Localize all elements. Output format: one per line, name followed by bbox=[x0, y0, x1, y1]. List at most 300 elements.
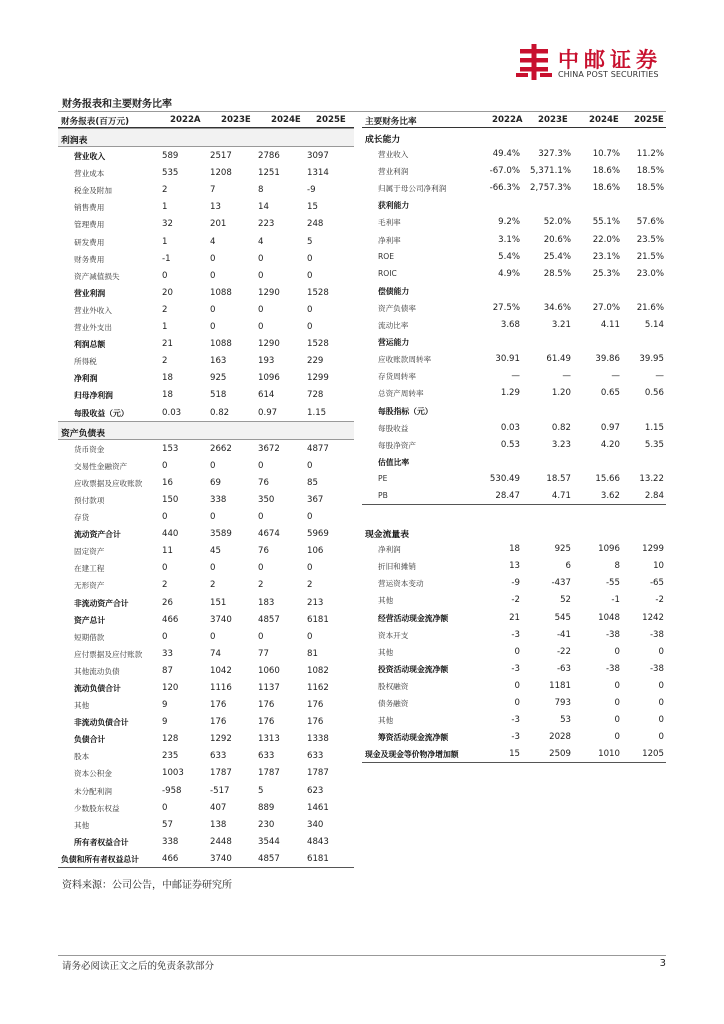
cell-value: 20.6% bbox=[543, 234, 571, 245]
table-row bbox=[58, 147, 354, 164]
cell-value: 9 bbox=[162, 700, 168, 711]
cell-value: 21 bbox=[509, 612, 520, 623]
cell-value: 0 bbox=[514, 680, 520, 691]
row-label: 其他 bbox=[378, 716, 394, 726]
cell-value: 0 bbox=[514, 698, 520, 708]
cell-value: -2 bbox=[511, 595, 520, 606]
cell-value: 1.29 bbox=[500, 388, 520, 399]
cell-value: 0 bbox=[307, 631, 313, 642]
cell-value: 0 bbox=[614, 646, 620, 657]
table-row bbox=[362, 677, 666, 694]
cell-value: 2509 bbox=[549, 749, 571, 760]
cell-value: 0 bbox=[614, 698, 620, 708]
header-title: 主要财务比率 bbox=[365, 117, 417, 127]
row-label: 预付款项 bbox=[74, 495, 105, 505]
cell-value: 128 bbox=[162, 734, 179, 745]
cell-value: 176 bbox=[307, 717, 324, 728]
row-label: 其他 bbox=[74, 820, 90, 830]
row-label: 其他 bbox=[378, 647, 394, 657]
table-row bbox=[362, 711, 666, 728]
row-label: 所得税 bbox=[74, 357, 97, 367]
table-row bbox=[362, 694, 666, 711]
row-label: 固定资产 bbox=[74, 547, 105, 557]
cell-value: 5 bbox=[258, 785, 264, 796]
table-header bbox=[58, 113, 354, 128]
cell-value: 1251 bbox=[258, 168, 280, 179]
table-row bbox=[362, 728, 666, 745]
cell-value: 1.20 bbox=[551, 388, 571, 399]
cell-value: 33 bbox=[162, 648, 173, 659]
table-row bbox=[58, 301, 354, 318]
cell-value: 193 bbox=[258, 356, 275, 367]
cell-value: 18 bbox=[509, 544, 520, 555]
cell-value: 0 bbox=[307, 322, 313, 333]
row-label: 股权融资 bbox=[378, 681, 409, 691]
row-label: 资产总计 bbox=[74, 615, 106, 625]
cell-value: 10 bbox=[653, 561, 664, 572]
cell-value: 7 bbox=[210, 185, 216, 196]
row-label: 应付票据及应付账款 bbox=[74, 649, 143, 659]
cell-value: 76 bbox=[258, 546, 269, 557]
cell-value: 925 bbox=[554, 544, 571, 555]
cell-value: 466 bbox=[162, 853, 179, 864]
row-label: 毛利率 bbox=[378, 218, 401, 228]
cell-value: 4 bbox=[258, 236, 264, 247]
cell-value: 623 bbox=[307, 785, 324, 796]
table-row bbox=[362, 660, 666, 677]
cell-value: 3544 bbox=[258, 836, 280, 847]
row-label: 利润表 bbox=[61, 136, 88, 146]
table-row bbox=[362, 470, 666, 487]
cell-value: 0 bbox=[307, 563, 313, 574]
row-label: ROE bbox=[378, 251, 395, 261]
table-header bbox=[362, 113, 666, 128]
cell-value: 4.11 bbox=[600, 320, 620, 331]
table-row bbox=[58, 559, 354, 576]
table-row bbox=[58, 799, 354, 816]
cell-value: -3 bbox=[511, 629, 520, 640]
row-label: 净利润 bbox=[378, 545, 401, 555]
row-label: 总资产周转率 bbox=[378, 389, 424, 399]
cell-value: 0 bbox=[162, 512, 168, 523]
table-row bbox=[362, 282, 666, 299]
cell-value: 9.2% bbox=[498, 217, 520, 228]
cell-value: 0 bbox=[162, 802, 168, 813]
cell-value: 21 bbox=[162, 339, 173, 350]
row-label: 现金及现金等价物净增加额 bbox=[365, 750, 459, 760]
cell-value: 27.5% bbox=[492, 302, 520, 313]
cell-value: 340 bbox=[307, 819, 324, 830]
cell-value: 0 bbox=[210, 563, 216, 574]
cell-value: 0.82 bbox=[210, 407, 230, 418]
cell-value: 21.6% bbox=[636, 302, 664, 313]
cell-value: 176 bbox=[258, 700, 275, 711]
header-year: 2022A bbox=[170, 115, 201, 125]
row-label: 营业收入 bbox=[74, 152, 106, 162]
cell-value: 26 bbox=[162, 597, 173, 608]
cell-value: -38 bbox=[605, 663, 620, 674]
cell-value: 1313 bbox=[258, 734, 280, 745]
table-row bbox=[362, 213, 666, 230]
cell-value: 23.0% bbox=[636, 268, 664, 279]
cell-value: 2517 bbox=[210, 151, 232, 162]
table-row bbox=[362, 591, 666, 608]
cell-value: 0.56 bbox=[644, 388, 664, 399]
cell-value: 0 bbox=[258, 270, 264, 281]
cell-value: 614 bbox=[258, 390, 275, 401]
cell-value: 1096 bbox=[598, 544, 620, 555]
cell-value: 57 bbox=[162, 819, 173, 830]
cell-value: 20 bbox=[162, 287, 173, 298]
cell-value: 407 bbox=[210, 802, 227, 813]
cell-value: 248 bbox=[307, 219, 324, 230]
china-post-logo-icon bbox=[516, 44, 552, 80]
cell-value: 2 bbox=[307, 580, 313, 591]
row-label: 存货周转率 bbox=[378, 372, 416, 382]
section-row bbox=[362, 128, 666, 145]
cell-value: 0 bbox=[307, 253, 313, 264]
cell-value: 0 bbox=[210, 253, 216, 264]
table-row bbox=[362, 487, 666, 504]
table-row bbox=[362, 196, 666, 213]
cell-value: 1290 bbox=[258, 339, 280, 350]
table-row bbox=[362, 540, 666, 557]
row-label: 流动比率 bbox=[378, 321, 409, 331]
cell-value: 889 bbox=[258, 802, 275, 813]
cell-value: 3589 bbox=[210, 529, 232, 540]
cell-value: -63 bbox=[556, 663, 571, 674]
cell-value: 34.6% bbox=[543, 302, 571, 313]
cell-value: 0 bbox=[162, 563, 168, 574]
row-label: 非流动资产合计 bbox=[74, 598, 129, 608]
cell-value: 1205 bbox=[642, 749, 664, 760]
row-label: 营业外支出 bbox=[74, 323, 112, 333]
cell-value: 1290 bbox=[258, 287, 280, 298]
cell-value: — bbox=[562, 371, 571, 382]
cell-value: 53 bbox=[560, 715, 571, 726]
row-label: 货币资金 bbox=[74, 444, 105, 454]
cell-value: 223 bbox=[258, 219, 275, 230]
cell-value: 1461 bbox=[307, 802, 329, 813]
row-label: 经营活动现金流净额 bbox=[378, 613, 449, 623]
cell-value: 0 bbox=[658, 680, 664, 691]
cell-value: 0.03 bbox=[500, 422, 520, 433]
cell-value: 1162 bbox=[307, 683, 329, 693]
cell-value: 1299 bbox=[307, 373, 329, 384]
cell-value: 18.5% bbox=[636, 166, 664, 177]
cell-value: 925 bbox=[210, 373, 227, 384]
table-row bbox=[362, 162, 666, 179]
table-row bbox=[362, 626, 666, 643]
cell-value: 153 bbox=[162, 443, 179, 454]
cell-value: 6181 bbox=[307, 853, 329, 864]
row-label: 少数股东权益 bbox=[74, 803, 120, 813]
cell-value: 18.5% bbox=[636, 183, 664, 194]
cell-value: -22 bbox=[556, 646, 571, 657]
table-row bbox=[362, 265, 666, 282]
table-bottom-rule bbox=[58, 867, 354, 868]
table-row bbox=[362, 609, 666, 626]
header-year: 2024E bbox=[589, 115, 619, 125]
cell-value: 229 bbox=[307, 356, 324, 367]
row-label: 其他 bbox=[74, 701, 90, 711]
cell-value: 1787 bbox=[210, 768, 232, 779]
cell-value: 3740 bbox=[210, 853, 232, 864]
row-label: 营运能力 bbox=[378, 338, 410, 348]
cell-value: 1.15 bbox=[644, 422, 664, 433]
cell-value: 49.4% bbox=[492, 149, 520, 160]
cell-value: 0 bbox=[614, 732, 620, 743]
cell-value: 1292 bbox=[210, 734, 232, 745]
cell-value: -9 bbox=[511, 578, 520, 589]
table-row bbox=[362, 557, 666, 574]
cell-value: 1003 bbox=[162, 768, 184, 779]
table-row bbox=[362, 248, 666, 265]
cell-value: 0.97 bbox=[258, 407, 278, 418]
cell-value: 176 bbox=[258, 717, 275, 728]
cell-value: 1137 bbox=[258, 683, 280, 693]
cell-value: 28.47 bbox=[495, 490, 520, 501]
cell-value: -55 bbox=[605, 578, 620, 589]
cell-value: 150 bbox=[162, 494, 179, 505]
table-row bbox=[58, 594, 354, 611]
row-label: 估值比率 bbox=[378, 457, 410, 467]
table-row bbox=[362, 402, 666, 419]
table-row bbox=[58, 164, 354, 181]
row-label: 负债合计 bbox=[74, 735, 106, 745]
table-row bbox=[58, 679, 354, 696]
cell-value: 14 bbox=[258, 202, 269, 213]
cell-value: 176 bbox=[210, 717, 227, 728]
financial-ratios-table bbox=[362, 113, 666, 763]
cell-value: 0 bbox=[162, 460, 168, 471]
row-label: 未分配利润 bbox=[74, 786, 112, 796]
table-row bbox=[58, 850, 354, 867]
cell-value: 52.0% bbox=[543, 217, 571, 228]
cell-value: 367 bbox=[307, 494, 324, 505]
row-label: 资本开支 bbox=[378, 630, 409, 640]
cell-value: 440 bbox=[162, 529, 179, 540]
cell-value: 23.1% bbox=[592, 251, 620, 262]
cell-value: 1042 bbox=[210, 665, 232, 676]
row-label: 非流动负债合计 bbox=[74, 718, 129, 728]
table-row bbox=[58, 440, 354, 457]
row-label: 营业成本 bbox=[74, 169, 105, 179]
cell-value: 338 bbox=[210, 494, 227, 505]
row-label: 流动资产合计 bbox=[74, 530, 121, 540]
table-row bbox=[362, 436, 666, 453]
cell-value: 327.3% bbox=[538, 149, 571, 160]
row-label: 营业利润 bbox=[74, 288, 106, 298]
cell-value: 21.5% bbox=[636, 251, 664, 262]
row-label: 股本 bbox=[74, 752, 90, 762]
table-row bbox=[58, 611, 354, 628]
cell-value: 81 bbox=[307, 648, 318, 659]
table-row bbox=[58, 267, 354, 284]
cell-value: 3.23 bbox=[551, 439, 571, 450]
row-label: 现金流量表 bbox=[365, 530, 409, 541]
row-label: ROIC bbox=[378, 268, 397, 278]
table-row bbox=[362, 643, 666, 660]
row-label: 每股收益 bbox=[378, 423, 409, 433]
table-row bbox=[58, 386, 354, 403]
row-label: 无形资产 bbox=[74, 581, 105, 591]
table-row bbox=[58, 696, 354, 713]
cell-value: 28.5% bbox=[543, 268, 571, 279]
cell-value: 18.6% bbox=[592, 166, 620, 177]
row-label: 获利能力 bbox=[378, 201, 410, 211]
table-row bbox=[362, 574, 666, 591]
table-row bbox=[58, 730, 354, 747]
cell-value: 4857 bbox=[258, 614, 280, 625]
table-row bbox=[362, 299, 666, 316]
row-label: 净利率 bbox=[378, 235, 401, 245]
cell-value: 1 bbox=[162, 202, 168, 213]
row-label: 应收票据及应收账款 bbox=[74, 478, 143, 488]
cell-value: 77 bbox=[258, 648, 269, 659]
cell-value: 0 bbox=[658, 732, 664, 743]
table-row bbox=[58, 747, 354, 764]
cell-value: 18 bbox=[162, 390, 173, 401]
table-row bbox=[58, 250, 354, 267]
cell-value: — bbox=[655, 371, 664, 382]
cell-value: -66.3% bbox=[489, 183, 520, 194]
table-gap bbox=[362, 504, 666, 523]
table-row bbox=[362, 179, 666, 196]
cell-value: 0 bbox=[258, 253, 264, 264]
cell-value: 633 bbox=[210, 751, 227, 762]
table-row bbox=[58, 645, 354, 662]
header-year: 2022A bbox=[492, 115, 523, 125]
page-number: 3 bbox=[659, 958, 666, 969]
cell-value: 1088 bbox=[210, 339, 232, 350]
header-title: 财务报表(百万元) bbox=[61, 117, 130, 127]
row-label: 其他流动负债 bbox=[74, 666, 120, 676]
table-row bbox=[58, 576, 354, 593]
cell-value: -67.0% bbox=[489, 166, 520, 177]
table-bottom-rule bbox=[362, 762, 666, 763]
row-label: 管理费用 bbox=[74, 220, 105, 230]
cell-value: 3.68 bbox=[500, 320, 520, 331]
cell-value: 0.03 bbox=[162, 407, 182, 418]
row-label: 存货 bbox=[74, 513, 90, 523]
cell-value: 57.6% bbox=[636, 217, 664, 228]
row-label: PE bbox=[378, 473, 388, 483]
table-row bbox=[58, 457, 354, 474]
row-label: 营业利润 bbox=[378, 167, 409, 177]
cell-value: -958 bbox=[162, 785, 182, 796]
row-label: 净利润 bbox=[74, 374, 98, 384]
cell-value: -3 bbox=[511, 732, 520, 743]
cell-value: 15.66 bbox=[595, 473, 620, 484]
cell-value: 5.4% bbox=[498, 251, 520, 262]
section-title: 财务报表和主要财务比率 bbox=[62, 99, 172, 110]
cell-value: 0 bbox=[162, 631, 168, 642]
cell-value: 61.49 bbox=[546, 354, 571, 365]
cell-value: 1787 bbox=[307, 768, 329, 779]
cell-value: 3740 bbox=[210, 614, 232, 625]
cell-value: 1048 bbox=[598, 612, 620, 623]
cell-value: 1208 bbox=[210, 168, 232, 179]
cell-value: 1787 bbox=[258, 768, 280, 779]
cell-value: 0 bbox=[210, 460, 216, 471]
section-row bbox=[58, 421, 354, 440]
cell-value: 2 bbox=[162, 304, 168, 315]
cell-value: 76 bbox=[258, 477, 269, 488]
table-row bbox=[58, 662, 354, 679]
header-year: 2023E bbox=[538, 115, 568, 125]
cell-value: 1314 bbox=[307, 168, 329, 179]
cell-value: 0 bbox=[258, 460, 264, 471]
table-row bbox=[362, 745, 666, 762]
cell-value: 15 bbox=[509, 749, 520, 760]
table-row bbox=[58, 542, 354, 559]
cell-value: 10.7% bbox=[592, 149, 620, 160]
cell-value: 530.49 bbox=[489, 473, 520, 484]
cell-value: 25.3% bbox=[592, 268, 620, 279]
cell-value: 2 bbox=[162, 580, 168, 591]
cell-value: 4 bbox=[210, 236, 216, 247]
row-label: 投资活动现金流净额 bbox=[378, 664, 449, 674]
logo-english-text: CHINA POST SECURITIES bbox=[558, 70, 659, 79]
cell-value: 1010 bbox=[598, 749, 620, 760]
section-row bbox=[362, 523, 666, 540]
cell-value: 3672 bbox=[258, 443, 280, 454]
table-row bbox=[58, 335, 354, 352]
cell-value: 11.2% bbox=[636, 149, 664, 160]
cell-value: 69 bbox=[210, 477, 221, 488]
row-label: 在建工程 bbox=[74, 564, 105, 574]
row-label: 短期借款 bbox=[74, 632, 105, 642]
cell-value: 0 bbox=[307, 304, 313, 315]
cell-value: 120 bbox=[162, 683, 179, 693]
table-row bbox=[58, 404, 354, 421]
cell-value: 30.91 bbox=[495, 354, 520, 365]
cell-value: 3.21 bbox=[551, 320, 571, 331]
cell-value: 793 bbox=[554, 698, 571, 708]
cell-value: 15 bbox=[307, 202, 318, 213]
cell-value: 55.1% bbox=[592, 217, 620, 228]
company-logo bbox=[516, 44, 666, 80]
cell-value: 8 bbox=[614, 561, 620, 572]
cell-value: 2 bbox=[258, 580, 264, 591]
cell-value: 4.20 bbox=[600, 439, 620, 450]
cell-value: 230 bbox=[258, 819, 275, 830]
cell-value: 106 bbox=[307, 546, 324, 557]
cell-value: 0 bbox=[258, 563, 264, 574]
cell-value: 2.84 bbox=[644, 490, 664, 501]
row-label: 资本公积金 bbox=[74, 769, 112, 779]
cell-value: 545 bbox=[554, 612, 571, 623]
cell-value: 0 bbox=[514, 646, 520, 657]
cell-value: 338 bbox=[162, 836, 179, 847]
table-row bbox=[362, 384, 666, 401]
cell-value: 633 bbox=[307, 751, 324, 762]
cell-value: 18.6% bbox=[592, 183, 620, 194]
cell-value: 87 bbox=[162, 665, 173, 676]
cell-value: 201 bbox=[210, 219, 227, 230]
table-row bbox=[362, 367, 666, 384]
row-label: 偿债能力 bbox=[378, 286, 410, 296]
cell-value: 4674 bbox=[258, 529, 280, 540]
cell-value: 1181 bbox=[549, 680, 571, 691]
cell-value: 3.1% bbox=[498, 234, 520, 245]
cell-value: -41 bbox=[556, 629, 571, 640]
cell-value: 0 bbox=[258, 512, 264, 523]
cell-value: -3 bbox=[511, 663, 520, 674]
cell-value: 0.53 bbox=[500, 439, 520, 450]
table-row bbox=[58, 525, 354, 542]
